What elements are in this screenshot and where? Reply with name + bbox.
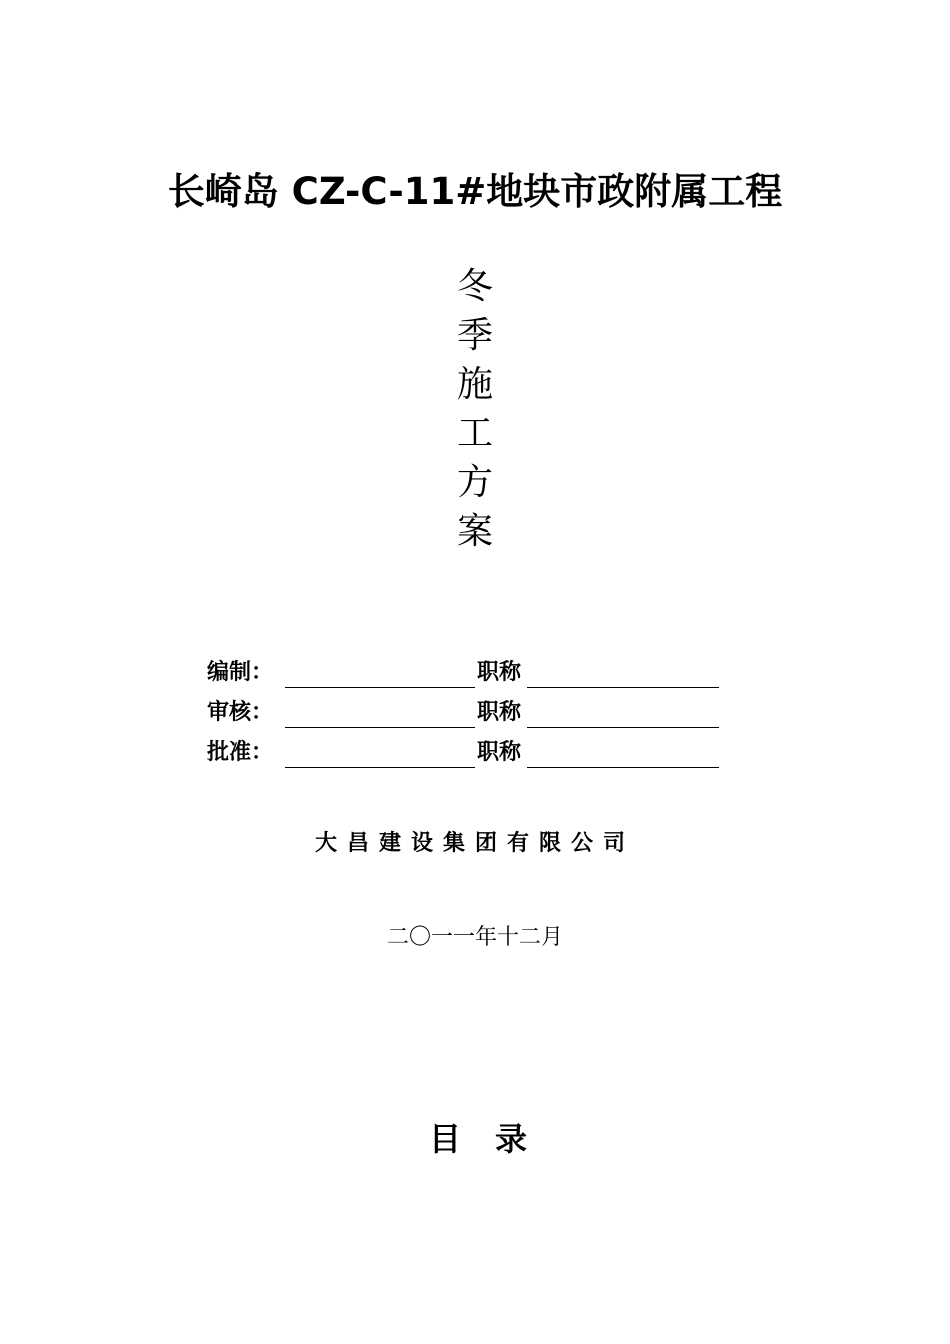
name-blank-line	[285, 767, 475, 768]
project-title: 长崎岛 CZ-C-11#地块市政附属工程	[167, 170, 783, 213]
plan-title-char: 工	[456, 413, 493, 454]
signature-label: 批准：	[207, 740, 274, 765]
signature-label: 审核：	[207, 700, 274, 725]
plan-title-char: 冬	[456, 266, 493, 307]
toc-heading: 目录	[428, 1120, 561, 1158]
rank-blank-line	[527, 767, 719, 768]
name-blank-line	[285, 687, 475, 688]
name-blank-line	[285, 727, 475, 728]
rank-label: 职称	[477, 660, 522, 685]
plan-title-char: 案	[456, 511, 493, 552]
signature-block	[207, 652, 727, 772]
plan-title-char: 施	[456, 364, 493, 405]
plan-title-char: 方	[456, 462, 493, 503]
rank-blank-line	[527, 727, 719, 728]
signature-row-reviewed	[207, 692, 727, 732]
signature-row-compiled	[207, 652, 727, 692]
plan-title	[451, 262, 499, 556]
signature-label: 编制：	[207, 660, 274, 685]
document-date: 二〇一一年十二月	[386, 925, 563, 950]
signature-row-approved	[207, 732, 727, 772]
company-name: 大昌建设集团有限公司	[314, 831, 635, 856]
rank-label: 职称	[477, 740, 522, 765]
plan-title-char: 季	[456, 315, 493, 356]
rank-blank-line	[527, 687, 719, 688]
rank-label: 职称	[477, 700, 522, 725]
